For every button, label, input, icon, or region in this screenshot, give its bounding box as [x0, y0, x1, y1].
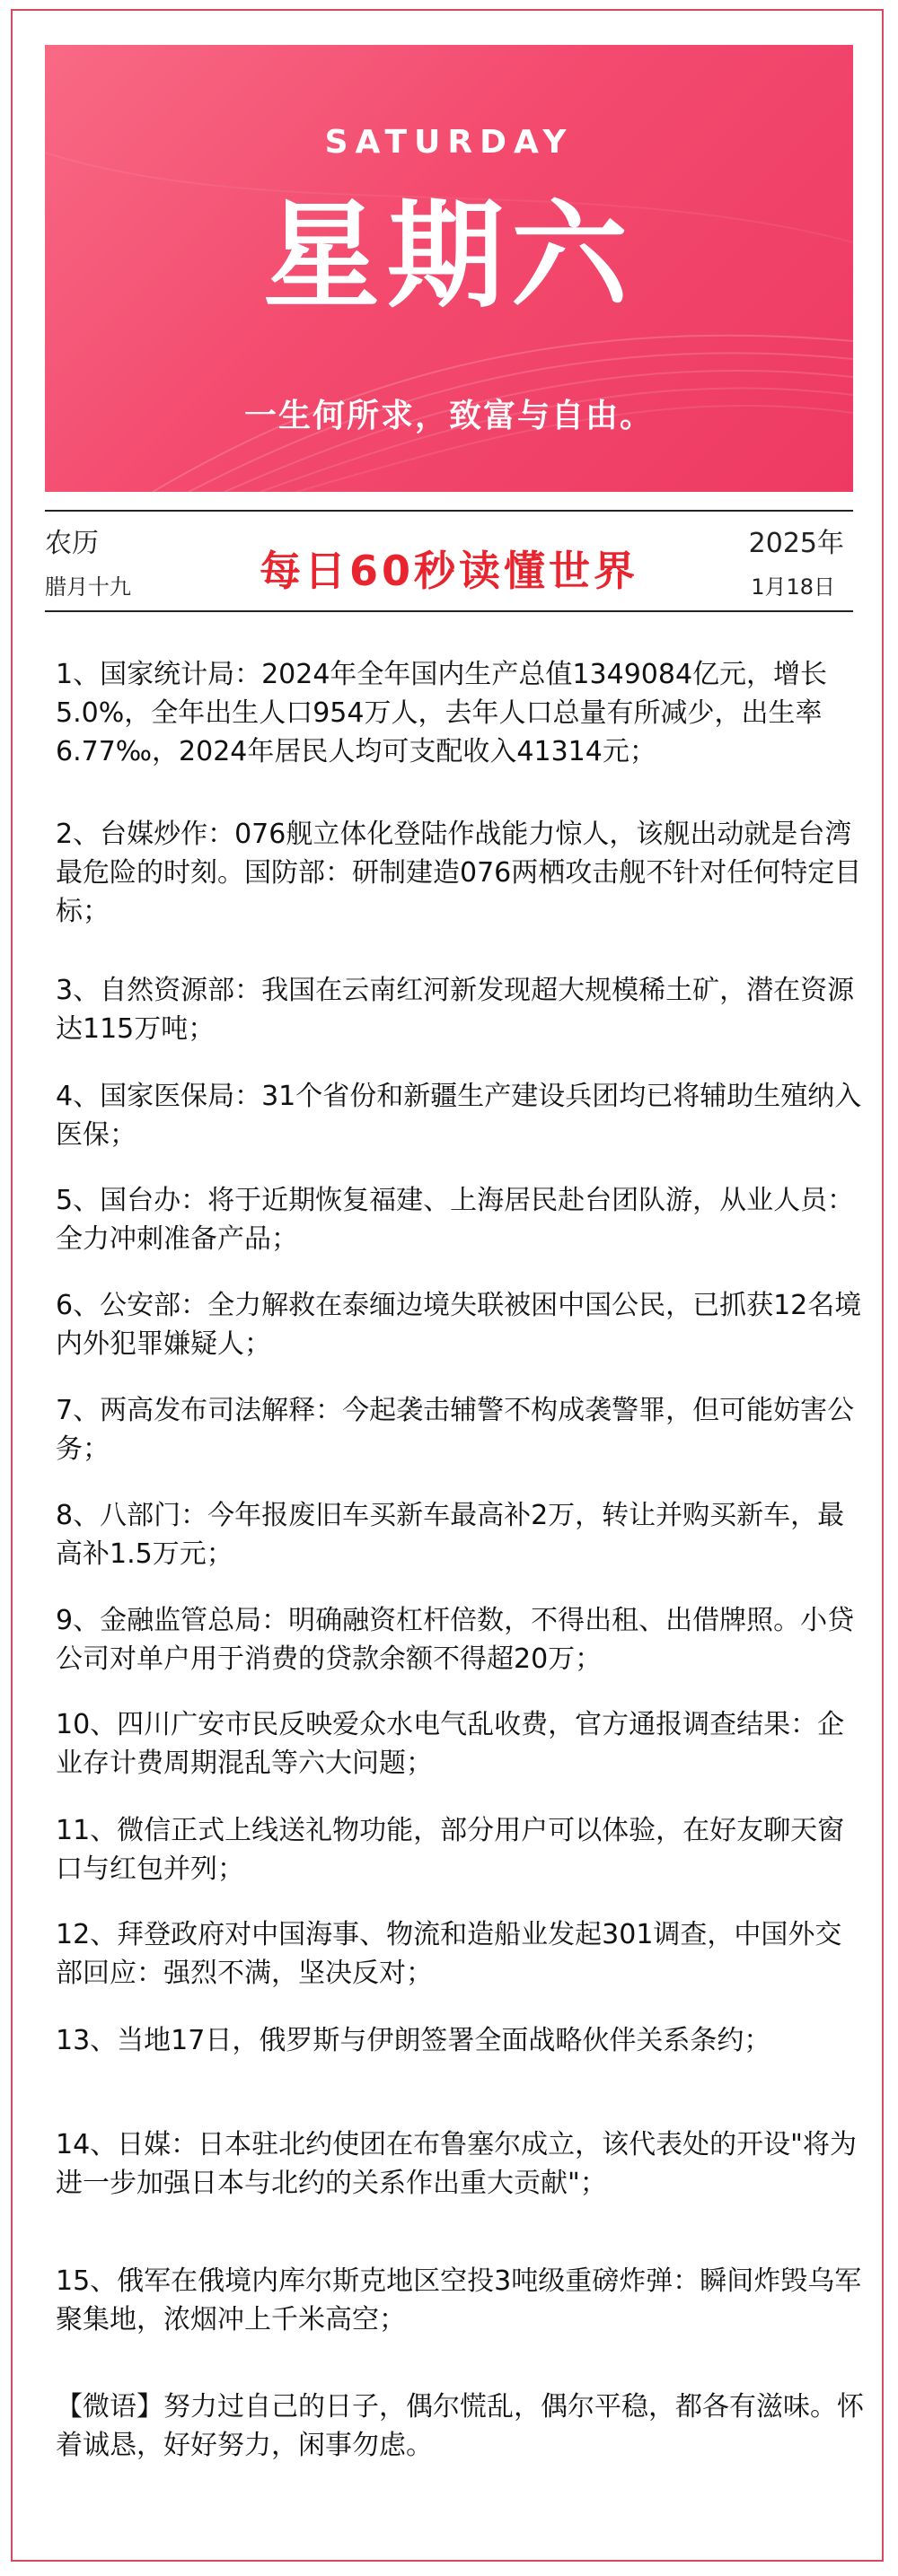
- news-item: 12、拜登政府对中国海事、物流和造船业发起301调查，中国外交部回应：强烈不满，坚决反对；: [56, 1919, 842, 1989]
- hero-banner: [45, 45, 853, 492]
- weekday-english: SATURDAY: [324, 124, 574, 161]
- news-item: 10、四川广安市民反映爱众水电气乱收费，官方通报调查结果：企业存计费周期混乱等六大问题；: [56, 1709, 845, 1779]
- news-item: 3、自然资源部：我国在云南红河新发现超大规模稀土矿，潜在资源达115万吨；: [56, 975, 855, 1045]
- lunar-date: 腊月十九: [45, 574, 131, 600]
- news-item: 8、八部门：今年报废旧车买新车最高补2万，转让并购买新车，最高补1.5万元；: [56, 1500, 845, 1570]
- news-item: 1、国家统计局：2024年全年国内生产总值1349084亿元，增长5.0%，全年出生人口954万人，去年人口总量有所减少，出生率6.77‰，2024年居民人均可支配收入41314元；: [56, 659, 828, 767]
- lunar-label: 农历: [45, 528, 99, 559]
- divider-top: [45, 510, 853, 512]
- news-item: 11、微信正式上线送礼物功能，部分用户可以体验，在好友聊天窗口与红包并列；: [56, 1815, 845, 1885]
- news-item: 5、国台办：将于近期恢复福建、上海居民赴台团队游，从业人员：全力冲刺准备产品；: [56, 1185, 855, 1255]
- news-item: 13、当地17日，俄罗斯与伊朗签署全面战略伙伴关系条约；: [56, 2025, 771, 2056]
- closing-quote: 【微语】努力过自己的日子，偶尔慌乱，偶尔平稳，都各有滋味。怀着诚恳，好好努力，闲事勿虑。: [56, 2391, 864, 2461]
- motto: 一生何所求，致富与自由。: [243, 398, 654, 434]
- masthead-title: 每日60秒读懂世界: [259, 547, 638, 595]
- date: 1月18日: [751, 574, 835, 600]
- news-item: 2、台媒炒作：076舰立体化登陆作战能力惊人，该舰出动就是台湾最危险的时刻。国防部：研制建造076两栖攻击舰不针对任何特定目标；: [56, 819, 862, 927]
- weekday-chinese: 星期六: [262, 187, 635, 324]
- news-item: 9、金融监管总局：明确融资杠杆倍数，不得出租、出借牌照。小贷公司对单户用于消费的贷款余额不得超20万；: [56, 1605, 855, 1675]
- year: 2025年: [748, 528, 844, 559]
- news-item: 15、俄军在俄境内库尔斯克地区空投3吨级重磅炸弹：瞬间炸毁乌军聚集地，浓烟冲上千米高空；: [56, 2265, 862, 2335]
- divider-bottom: [45, 610, 853, 612]
- news-item: 14、日媒：日本驻北约使团在布鲁塞尔成立，该代表处的开设"将为进一步加强日本与北约的关系作出重大贡献"；: [56, 2129, 857, 2199]
- news-item: 4、国家医保局：31个省份和新疆生产建设兵团均已将辅助生殖纳入医保；: [56, 1081, 862, 1151]
- news-item: 6、公安部：全力解救在泰缅边境失联被困中国公民，已抓获12名境内外犯罪嫌疑人；: [56, 1290, 862, 1360]
- news-item: 7、两高发布司法解释：今起袭击辅警不构成袭警罪，但可能妨害公务；: [56, 1395, 855, 1465]
